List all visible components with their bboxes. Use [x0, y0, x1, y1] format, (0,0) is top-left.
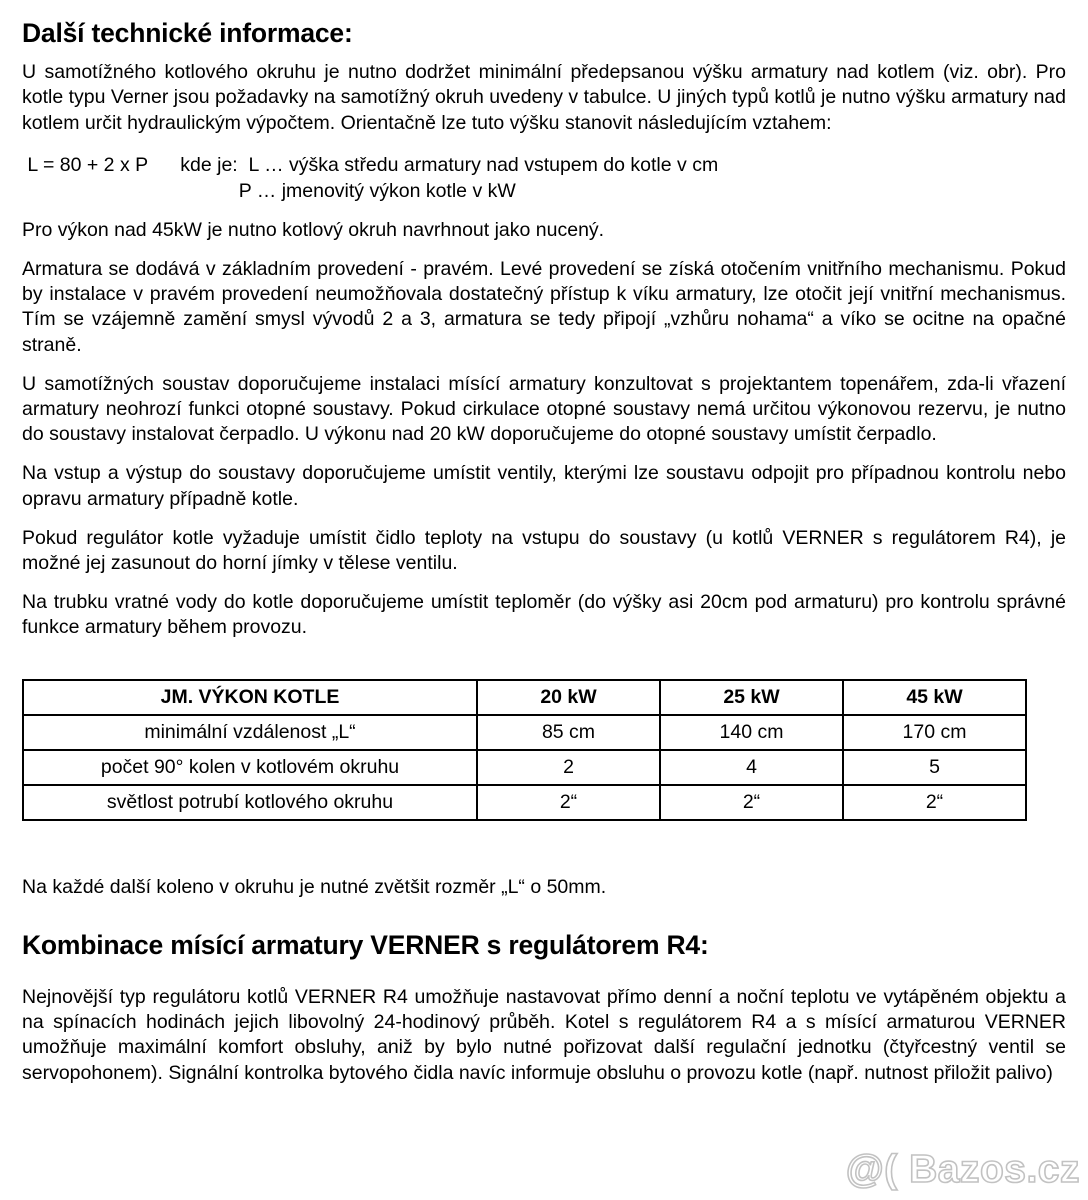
table-cell-value: 85 cm — [477, 715, 660, 750]
table-header-row — [23, 680, 1026, 715]
table-cell-label: minimální vzdálenost „L“ — [23, 715, 477, 750]
table-row — [23, 785, 1026, 820]
paragraph-valves-container — [22, 447, 1066, 511]
heading-1-container — [22, 0, 1066, 48]
table-body — [23, 715, 1026, 820]
document-content — [22, 0, 1066, 1086]
table-header-25kw: 25 kW — [660, 680, 843, 715]
table-cell-label: světlost potrubí kotlového okruhu — [23, 785, 477, 820]
table-row — [23, 750, 1026, 785]
spec-table-container — [22, 641, 1066, 821]
paragraph-sensor: Pokud regulátor kotle vyžaduje umístit čidlo teploty na vstupu do soustavy (u kotlů VERNER s regulátorem R4), je možné jej zasunout do horní jímky v tělese ventilu. — [22, 526, 1066, 574]
page-title: Další technické informace: — [22, 18, 353, 48]
paragraph-elbow-note: Na každé další koleno v okruhu je nutné zvětšit rozměr „L“ o 50mm. — [22, 875, 607, 898]
table-header-20kw: 20 kW — [477, 680, 660, 715]
formula-block — [22, 136, 1066, 204]
paragraph-thermometer-container — [22, 576, 1066, 640]
paragraph-power-container — [22, 204, 1066, 243]
paragraph-r4-container — [22, 960, 1066, 1086]
paragraph-valves: Na vstup a výstup do soustavy doporučujeme umístit ventily, kterými lze soustavu odpojit pro případnou kontrolu nebo opravu armatury případně kotle. — [22, 462, 1066, 510]
paragraph-design-container — [22, 243, 1066, 358]
heading-2-container — [22, 900, 1066, 960]
table-cell-value: 2“ — [477, 785, 660, 820]
table-cell-value: 170 cm — [843, 715, 1026, 750]
table-cell-value: 2“ — [843, 785, 1026, 820]
table-cell-value: 5 — [843, 750, 1026, 785]
paragraph-sensor-container — [22, 512, 1066, 576]
paragraph-gravity-systems-container — [22, 358, 1066, 448]
table-cell-value: 2“ — [660, 785, 843, 820]
formula-line-1: L = 80 + 2 x P kde je: L … výška středu armatury nad vstupem do kotle v cm — [22, 153, 719, 176]
table-header-45kw: 45 kW — [843, 680, 1026, 715]
table-cell-label: počet 90° kolen v kotlovém okruhu — [23, 750, 477, 785]
paragraph-power-note: Pro výkon nad 45kW je nutno kotlový okruh navrhnout jako nucený. — [22, 218, 605, 241]
table-head — [23, 680, 1026, 715]
bazos-watermark: @( Bazos.cz — [845, 1148, 1080, 1191]
paragraph-gravity-systems: U samotížných soustav doporučujeme instalaci mísící armatury konzultovat s projektantem topenářem, zda-li vřazení armatury neohrozí funkci otopné soustavy. Pokud cirkulace otopné soustavy nemá určitou výkonovou rezervu, je nutno do soustavy instalovat čerpadlo. U výkonu nad 20 kW doporučujeme do otopné soustavy umístit čerpadlo. — [22, 372, 1066, 446]
paragraph-design: Armatura se dodává v základním provedení - pravém. Levé provedení se získá otočením vnitřního mechanismu. Pokud by instalace v pravém provedení neumožňovala dostatečný přístup k víku armatury, lze otočit její vnitřní mechanismus. Tím se vzájemně zamění smysl vývodů 2 a 3, armatura se tedy připojí „vzhůru nohama“ a víko se ocitne na opačné straně. — [22, 257, 1066, 356]
table-header-label: JM. VÝKON KOTLE — [23, 680, 477, 715]
formula-line-2: P … jmenovitý výkon kotle v kW — [22, 179, 516, 202]
table-cell-value: 4 — [660, 750, 843, 785]
paragraph-elbow-container — [22, 821, 1066, 900]
table-cell-value: 140 cm — [660, 715, 843, 750]
paragraph-r4-description: Nejnovější typ regulátoru kotlů VERNER R4 umožňuje nastavovat přímo denní a noční teplotu ve vytápěném objektu a na spínacích hodinách jejich libovolný 24-hodinový průběh. Kotel s regulátorem R4 a s mísící armaturou VERNER umožňuje maximální komfort obsluhy, aniž by bylo nutné pořizovat další regulační jednotku (čtyřcestný ventil se servopohonem). Signální kontrolka bytového čidla navíc informuje obsluhu o provozu kotle (např. nutnost přiložit palivo) — [22, 985, 1066, 1084]
table-cell-value: 2 — [477, 750, 660, 785]
boiler-spec-table — [22, 679, 1027, 821]
paragraph-thermometer: Na trubku vratné vody do kotle doporučujeme umístit teploměr (do výšky asi 20cm pod armaturu) pro kontrolu správné funkce armatury během provozu. — [22, 591, 1066, 639]
paragraph-intro: U samotížného kotlového okruhu je nutno dodržet minimální předepsanou výšku armatury nad kotlem (viz. obr). Pro kotle typu Verner jsou požadavky na samotížný okruh uvedeny v tabulce. U jiných typů kotlů je nutno výšku armatury nad kotlem určit hydraulickým výpočtem. Orientačně lze tuto výšku stanovit následujícím vztahem: — [22, 61, 1066, 134]
table-row — [23, 715, 1026, 750]
section-title-r4: Kombinace mísící armatury VERNER s regulátorem R4: — [22, 929, 709, 960]
